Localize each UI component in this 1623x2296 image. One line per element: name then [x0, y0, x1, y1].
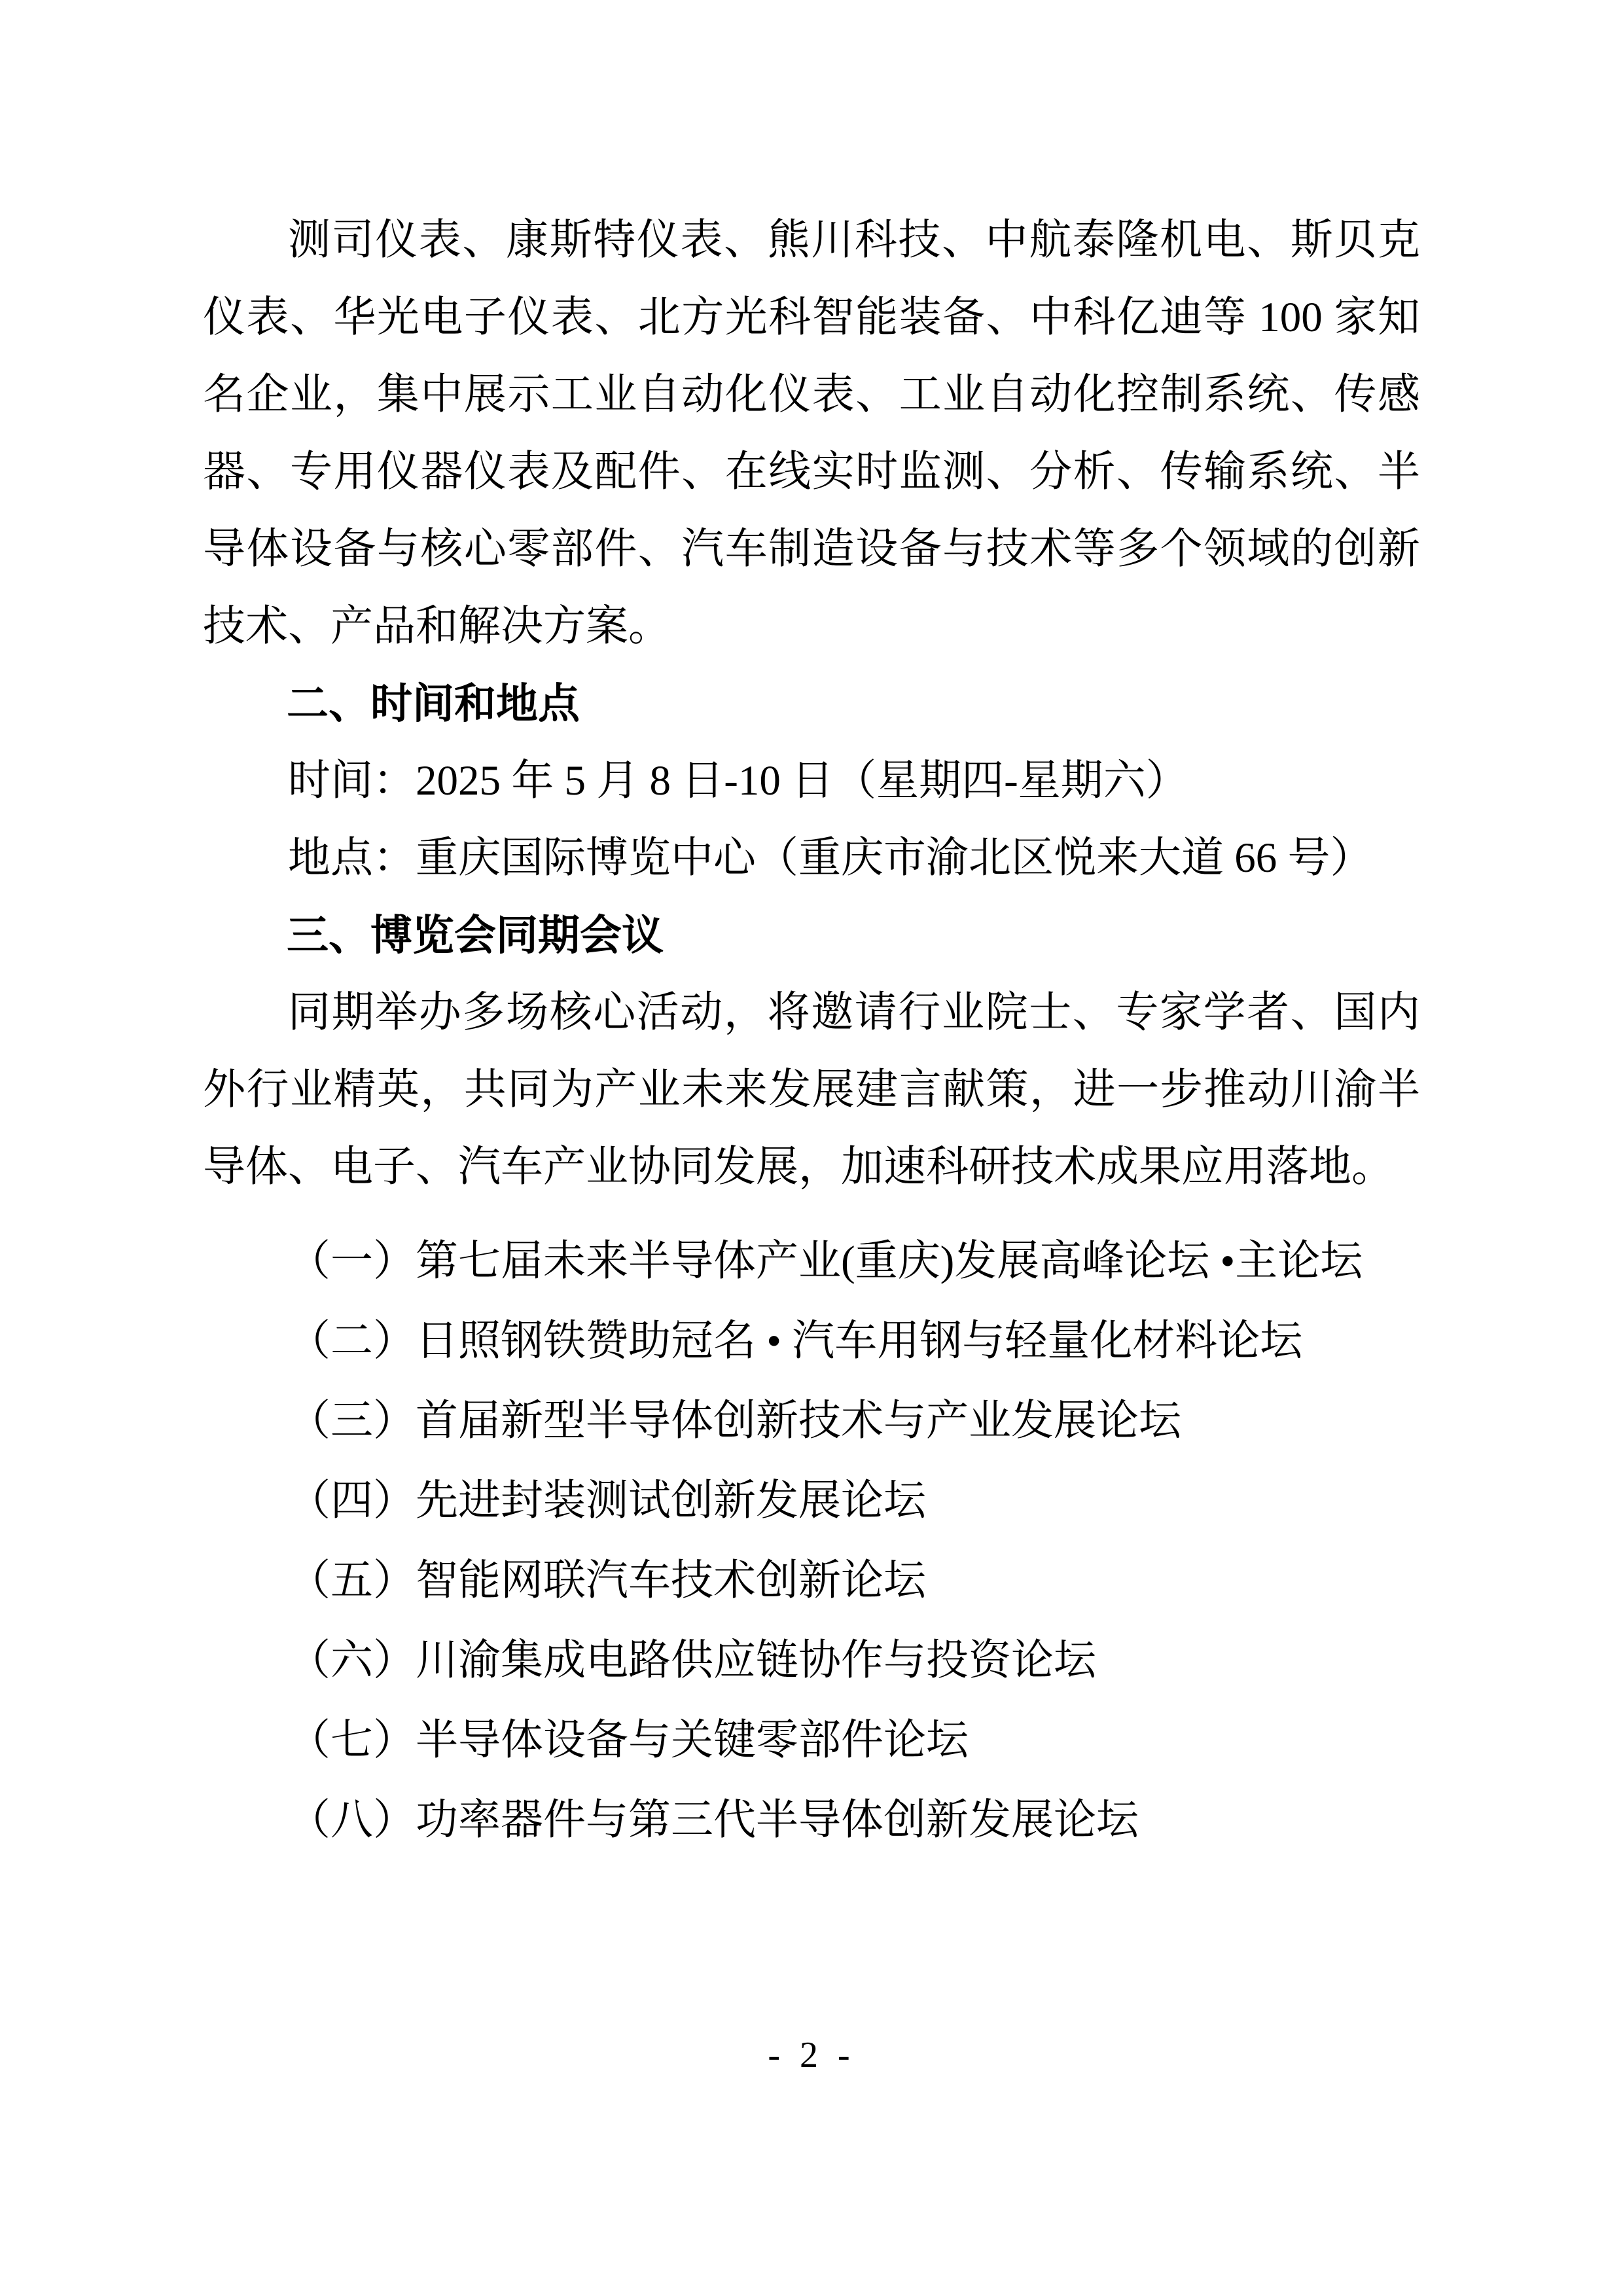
forum-list-item: （三）首届新型半导体创新技术与产业发展论坛: [288, 1397, 1182, 1444]
forum-list-item: （一）第七届未来半导体产业(重庆)发展高峰论坛 •主论坛: [288, 1238, 1363, 1285]
forum-list-item: （七）半导体设备与关键零部件论坛: [288, 1717, 969, 1764]
forum-list-item: （二）日照钢铁赞助冠名 • 汽车用钢与轻量化材料论坛: [288, 1318, 1303, 1365]
location-line: 地点：重庆国际博览中心（重庆市渝北区悦来大道 66 号）: [288, 834, 1373, 882]
forum-list-item: （五）智能网联汽车技术创新论坛: [288, 1557, 927, 1604]
conferences-intro-paragraph: 同期举办多场核心活动，将邀请行业院士、专家学者、国内外行业精英，共同为产业未来发展建言献策，进一步推动川渝半导体、电子、汽车产业协同发展，加速科研技术成果应用落地。: [203, 989, 1420, 1191]
forum-list: [203, 1221, 1420, 1860]
forum-list-item: （八）功率器件与第三代半导体创新发展论坛: [288, 1797, 1139, 1844]
page-number: - 2 -: [768, 2035, 855, 2075]
exhibitors-paragraph: 测司仪表、康斯特仪表、熊川科技、中航泰隆机电、斯贝克仪表、华光电子仪表、北方光科智能装备、中科亿迪等 100 家知名企业，集中展示工业自动化仪表、工业自动化控制系统、传感器、专用仪器仪表及配件、在线实时监测、分析、传输系统、半导体设备与核心零部件、汽车制造设备与技术等多个领域的创新技术、产品和解决方案。: [203, 217, 1420, 650]
forum-list-item: （六）川渝集成电路供应链协作与投资论坛: [288, 1637, 1097, 1684]
document-body: [203, 202, 1420, 1860]
section-heading-time-and-place: 二、时间和地点: [287, 680, 580, 727]
time-line: 时间：2025 年 5 月 8 日-10 日（星期四-星期六）: [288, 757, 1188, 804]
section-heading-concurrent-conferences: 三、博览会同期会议: [287, 912, 664, 959]
forum-list-item: （四）先进封装测试创新发展论坛: [288, 1477, 927, 1524]
